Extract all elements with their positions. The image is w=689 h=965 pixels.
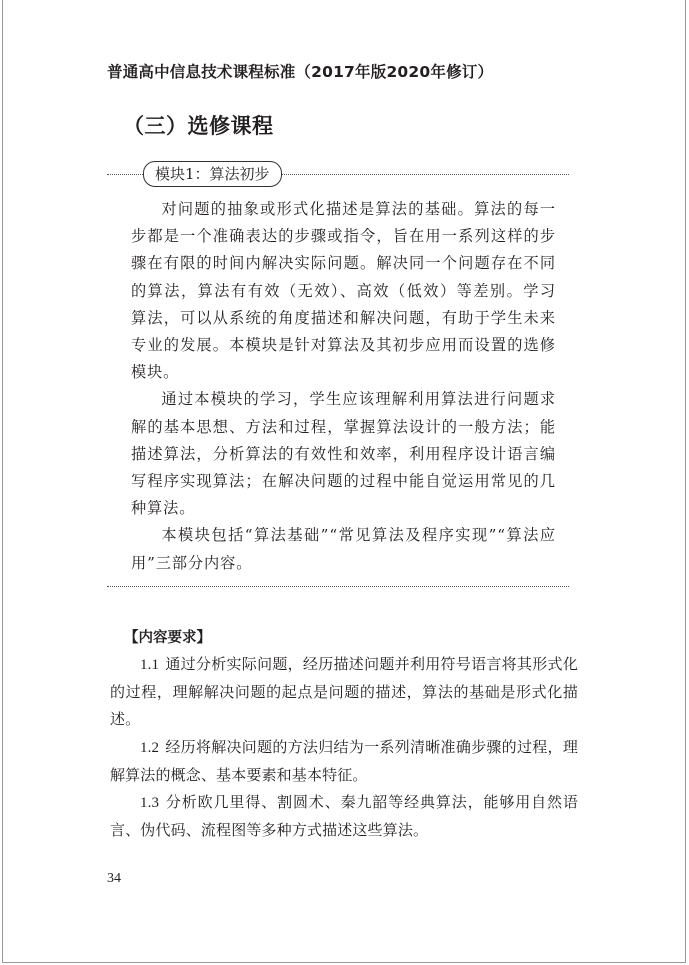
requirement-item <box>110 734 578 789</box>
module-title-badge: 模块1：算法初步 <box>143 161 282 187</box>
module-intro-paragraph: 对问题的抽象或形式化描述是算法的基础。算法的每一步都是一个准确表达的步骤或指令，旨在用一系列这样的步骤在有限的时间内解决实际问题。解决同一个问题存在不同的算法，算法有有效（无效）、高效（低效）等差别。学习算法，可以从系统的角度描述和解决问题，有助于学生未来专业的发展。本模块是针对算法及其初步应用而设置的选修模块。 <box>131 200 556 382</box>
module-box-bottom-rule <box>107 586 569 587</box>
requirement-item <box>110 651 578 734</box>
requirement-number: 1.3 <box>140 795 160 812</box>
requirement-text: 通过分析实际问题，经历描述问题并利用符号语言将其形式化的过程，理解解决问题的起点是问题的描述，算法的基础是形式化描述。 <box>110 655 578 729</box>
content-requirements-heading: 【内容要求】 <box>124 630 211 646</box>
requirement-text: 经历将解决问题的方法归结为一系列清晰准确步骤的过程，理解算法的概念、基本要素和基本特征。 <box>110 737 578 784</box>
module-intro-paragraph: 本模块包括“算法基础”“常见算法及程序实现”“算法应用”三部分内容。 <box>131 526 556 572</box>
requirement-item <box>110 789 578 844</box>
requirement-number: 1.1 <box>140 657 160 673</box>
module-intro-paragraph: 通过本模块的学习，学生应该理解利用算法进行问题求解的基本思想、方法和过程，掌握算法设计的一般方法；能描述算法，分析算法的有效性和效率，利用程序设计语言编写程序实现算法；在解决问题的过程中能自觉运用常见的几种算法。 <box>131 390 556 518</box>
running-header: 普通高中信息技术课程标准（2017年版2020年修订） <box>107 63 494 81</box>
module-introduction <box>131 196 556 577</box>
requirement-text: 分析欧几里得、割圆术、秦九韶等经典算法，能够用自然语言、伪代码、流程图等多种方式描述这些算法。 <box>110 793 578 840</box>
requirement-number: 1.2 <box>140 739 160 756</box>
content-requirements-list <box>110 651 578 844</box>
section-title: （三）选修课程 <box>123 114 274 138</box>
page-number: 34 <box>107 871 121 886</box>
